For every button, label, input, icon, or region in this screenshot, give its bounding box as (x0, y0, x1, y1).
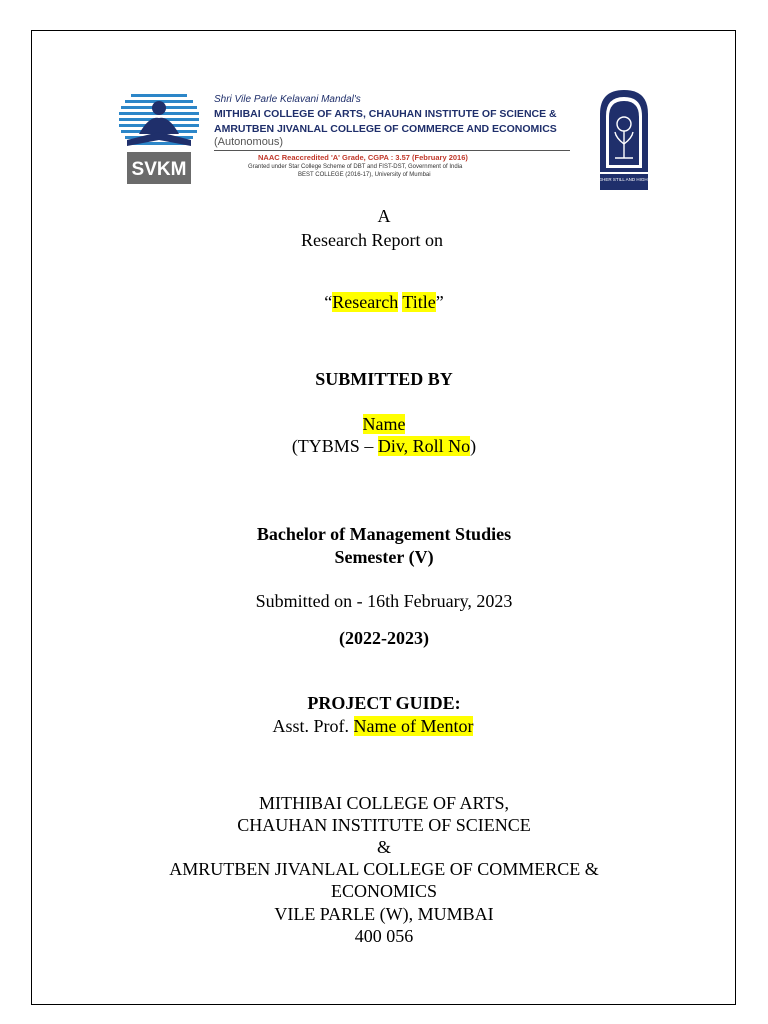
crest-motto: HIGHER STILL AND HIGHER (594, 177, 654, 182)
header-naac: NAAC Reaccredited 'A' Grade, CGPA : 3.57 (February 2016) (258, 153, 468, 162)
college-name-line5: ECONOMICS (330, 881, 437, 901)
semester: Semester (V) (334, 547, 434, 567)
header-mandal: Shri Vile Parle Kelavani Mandal's (214, 94, 361, 105)
title-close-quote: ” (435, 292, 444, 312)
guide-prefix: Asst. Prof. (272, 716, 354, 736)
svkm-logo (117, 90, 201, 188)
student-name: Name (362, 414, 406, 434)
submitted-by-heading: SUBMITTED BY (315, 369, 453, 389)
college-crest (594, 88, 654, 192)
academic-year: (2022-2023) (339, 628, 429, 648)
doc-report-on: Research Report on (301, 230, 443, 250)
header-college-line1: MITHIBAI COLLEGE OF ARTS, CHAUHAN INSTITUTE OF SCIENCE & (214, 108, 557, 120)
class-prefix: (TYBMS – (291, 436, 378, 456)
degree-name: Bachelor of Management Studies (256, 524, 512, 544)
student-name-line (0, 413, 768, 435)
project-guide-heading: PROJECT GUIDE: (307, 693, 461, 713)
title-word-research: Research (332, 292, 399, 312)
guide-name: Name of Mentor (353, 716, 474, 736)
project-guide-line (0, 715, 757, 737)
college-name-line4: AMRUTBEN JIVANLAL COLLEGE OF COMMERCE & (169, 859, 599, 879)
header-best-college: BEST COLLEGE (2016-17), University of Mumbai (298, 172, 431, 178)
header-grant: Granted under Star College Scheme of DBT and FIST-DST, Government of India (248, 164, 463, 170)
college-pincode: 400 056 (354, 926, 414, 946)
submission-date: Submitted on - 16th February, 2023 (255, 591, 513, 611)
header-divider (214, 150, 570, 151)
doc-a: A (377, 206, 391, 226)
doc-title (0, 291, 768, 313)
svkm-logo-text: SVKM (131, 159, 187, 180)
class-div-roll: Div, Roll No (377, 436, 471, 456)
header-college-line2: AMRUTBEN JIVANLAL COLLEGE OF COMMERCE AND ECONOMICS (214, 123, 557, 135)
title-word-title: Title (402, 292, 436, 312)
student-class-line (0, 435, 768, 457)
college-name-line3: & (376, 837, 391, 857)
college-name-line1: MITHIBAI COLLEGE OF ARTS, (259, 793, 509, 813)
header-autonomous: (Autonomous) (214, 136, 284, 148)
class-suffix: ) (470, 436, 477, 456)
college-address: VILE PARLE (W), MUMBAI (274, 904, 494, 924)
college-name-line2: CHAUHAN INSTITUTE OF SCIENCE (237, 815, 531, 835)
title-open-quote: “ (324, 292, 333, 312)
